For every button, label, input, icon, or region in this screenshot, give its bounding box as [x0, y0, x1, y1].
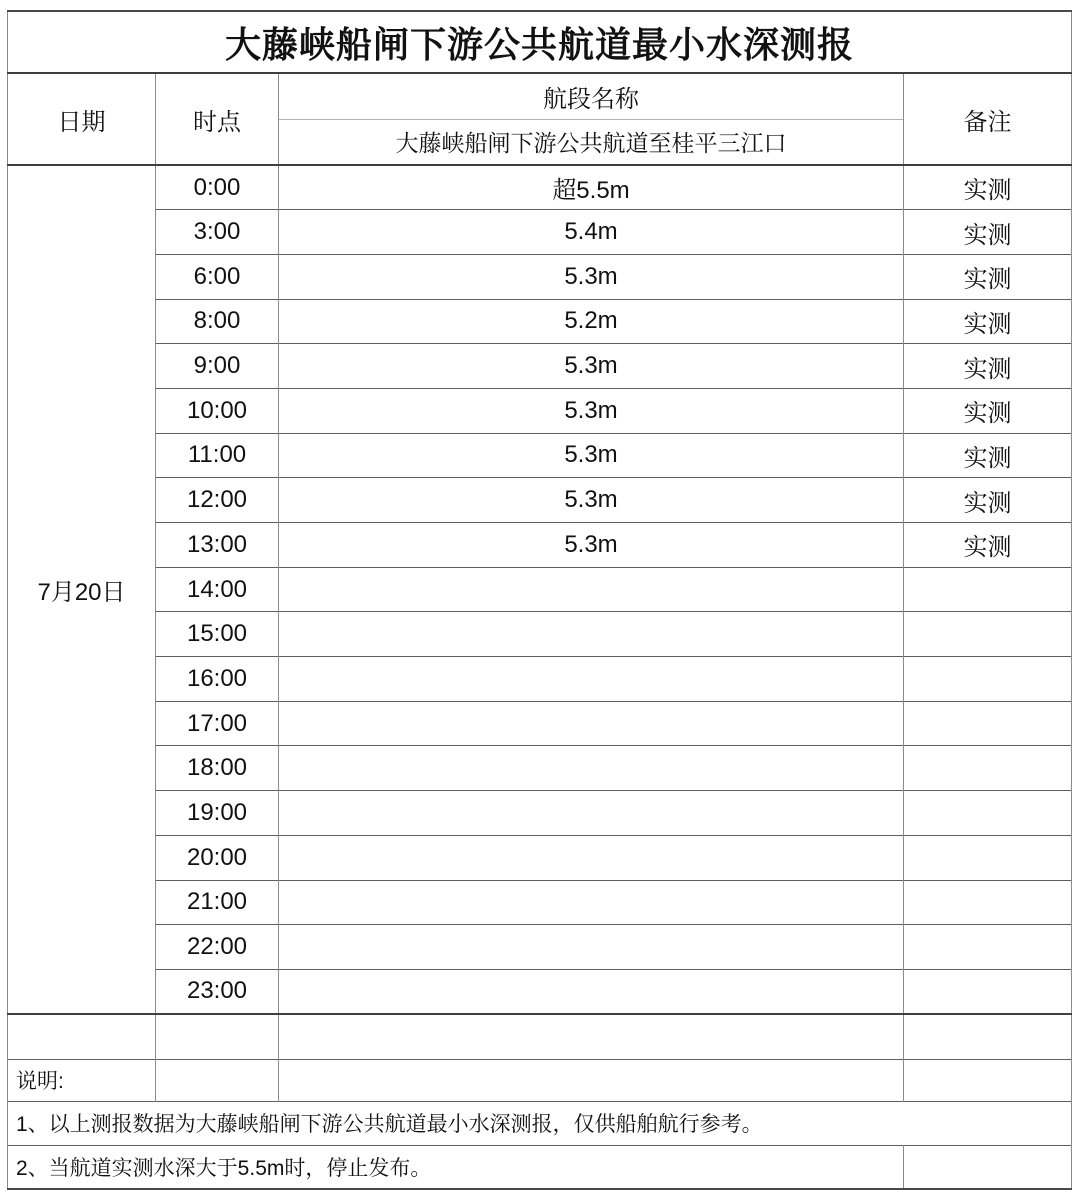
data-row	[8, 835, 1072, 880]
notes-label: 说明:	[8, 1059, 156, 1101]
data-row	[8, 210, 1072, 255]
time-cell: 20:00	[156, 835, 279, 880]
column-header-segment-group: 航段名称	[279, 73, 904, 119]
data-row	[8, 165, 1072, 210]
depth-cell: 5.3m	[279, 478, 904, 523]
water-depth-report-table	[7, 10, 1072, 1190]
depth-cell	[279, 701, 904, 746]
empty-cell	[279, 1014, 904, 1059]
data-row	[8, 612, 1072, 657]
data-row	[8, 388, 1072, 433]
time-cell: 12:00	[156, 478, 279, 523]
remark-cell	[904, 567, 1072, 612]
depth-cell	[279, 791, 904, 836]
data-row	[8, 344, 1072, 389]
depth-cell: 5.2m	[279, 299, 904, 344]
data-row	[8, 567, 1072, 612]
remark-cell	[904, 657, 1072, 702]
data-row	[8, 746, 1072, 791]
time-cell: 15:00	[156, 612, 279, 657]
data-row	[8, 254, 1072, 299]
time-cell: 6:00	[156, 254, 279, 299]
depth-cell: 5.3m	[279, 388, 904, 433]
remark-cell	[904, 701, 1072, 746]
time-cell: 14:00	[156, 567, 279, 612]
data-row	[8, 791, 1072, 836]
report-sheet	[7, 10, 1071, 1190]
time-cell: 18:00	[156, 746, 279, 791]
empty-cell	[8, 1014, 156, 1059]
time-cell: 21:00	[156, 880, 279, 925]
remark-cell: 实测	[904, 254, 1072, 299]
title-row	[8, 11, 1072, 73]
depth-cell	[279, 925, 904, 970]
remark-cell: 实测	[904, 344, 1072, 389]
data-row	[8, 299, 1072, 344]
remark-cell: 实测	[904, 433, 1072, 478]
time-cell: 3:00	[156, 210, 279, 255]
data-row	[8, 925, 1072, 970]
column-header-time: 时点	[156, 73, 279, 165]
column-header-date: 日期	[8, 73, 156, 165]
empty-cell	[156, 1059, 279, 1101]
time-cell: 16:00	[156, 657, 279, 702]
empty-cell	[156, 1014, 279, 1059]
data-row	[8, 701, 1072, 746]
time-cell: 23:00	[156, 969, 279, 1014]
time-cell: 10:00	[156, 388, 279, 433]
note-2: 2、当航道实测水深大于5.5m时，停止发布。	[8, 1145, 904, 1189]
time-cell: 13:00	[156, 523, 279, 568]
empty-cell	[904, 1059, 1072, 1101]
data-row	[8, 880, 1072, 925]
remark-cell: 实测	[904, 523, 1072, 568]
time-cell: 9:00	[156, 344, 279, 389]
spacer-row	[8, 1014, 1072, 1059]
time-cell: 19:00	[156, 791, 279, 836]
time-cell: 8:00	[156, 299, 279, 344]
note-1: 1、以上测报数据为大藤峡船闸下游公共航道最小水深测报，仅供船舶航行参考。	[8, 1101, 1072, 1145]
time-cell: 22:00	[156, 925, 279, 970]
remark-cell: 实测	[904, 478, 1072, 523]
depth-cell: 5.3m	[279, 254, 904, 299]
data-row	[8, 478, 1072, 523]
column-header-remark: 备注	[904, 73, 1072, 165]
depth-cell	[279, 835, 904, 880]
data-row	[8, 969, 1072, 1014]
remark-cell	[904, 880, 1072, 925]
page-title: 大藤峡船闸下游公共航道最小水深测报	[8, 11, 1072, 73]
date-cell: 7月20日	[8, 165, 156, 1014]
time-cell: 0:00	[156, 165, 279, 210]
remark-cell: 实测	[904, 388, 1072, 433]
data-row	[8, 657, 1072, 702]
note-row-1	[8, 1101, 1072, 1145]
depth-cell: 5.4m	[279, 210, 904, 255]
time-cell: 11:00	[156, 433, 279, 478]
depth-cell	[279, 567, 904, 612]
depth-cell	[279, 969, 904, 1014]
notes-label-row	[8, 1059, 1072, 1101]
remark-cell	[904, 612, 1072, 657]
depth-cell	[279, 746, 904, 791]
remark-cell	[904, 791, 1072, 836]
depth-cell	[279, 612, 904, 657]
segment-name: 大藤峡船闸下游公共航道至桂平三江口	[279, 119, 904, 165]
empty-cell	[279, 1059, 904, 1101]
header-row	[8, 73, 1072, 119]
depth-cell: 超5.5m	[279, 165, 904, 210]
remark-cell	[904, 746, 1072, 791]
data-row	[8, 433, 1072, 478]
remark-cell	[904, 969, 1072, 1014]
data-row	[8, 523, 1072, 568]
remark-cell	[904, 835, 1072, 880]
remark-cell	[904, 925, 1072, 970]
depth-cell	[279, 880, 904, 925]
time-cell: 17:00	[156, 701, 279, 746]
note-row-2	[8, 1145, 1072, 1189]
depth-cell: 5.3m	[279, 344, 904, 389]
depth-cell: 5.3m	[279, 433, 904, 478]
empty-cell	[904, 1014, 1072, 1059]
empty-cell	[904, 1145, 1072, 1189]
remark-cell: 实测	[904, 299, 1072, 344]
depth-cell: 5.3m	[279, 523, 904, 568]
remark-cell: 实测	[904, 165, 1072, 210]
depth-cell	[279, 657, 904, 702]
remark-cell: 实测	[904, 210, 1072, 255]
